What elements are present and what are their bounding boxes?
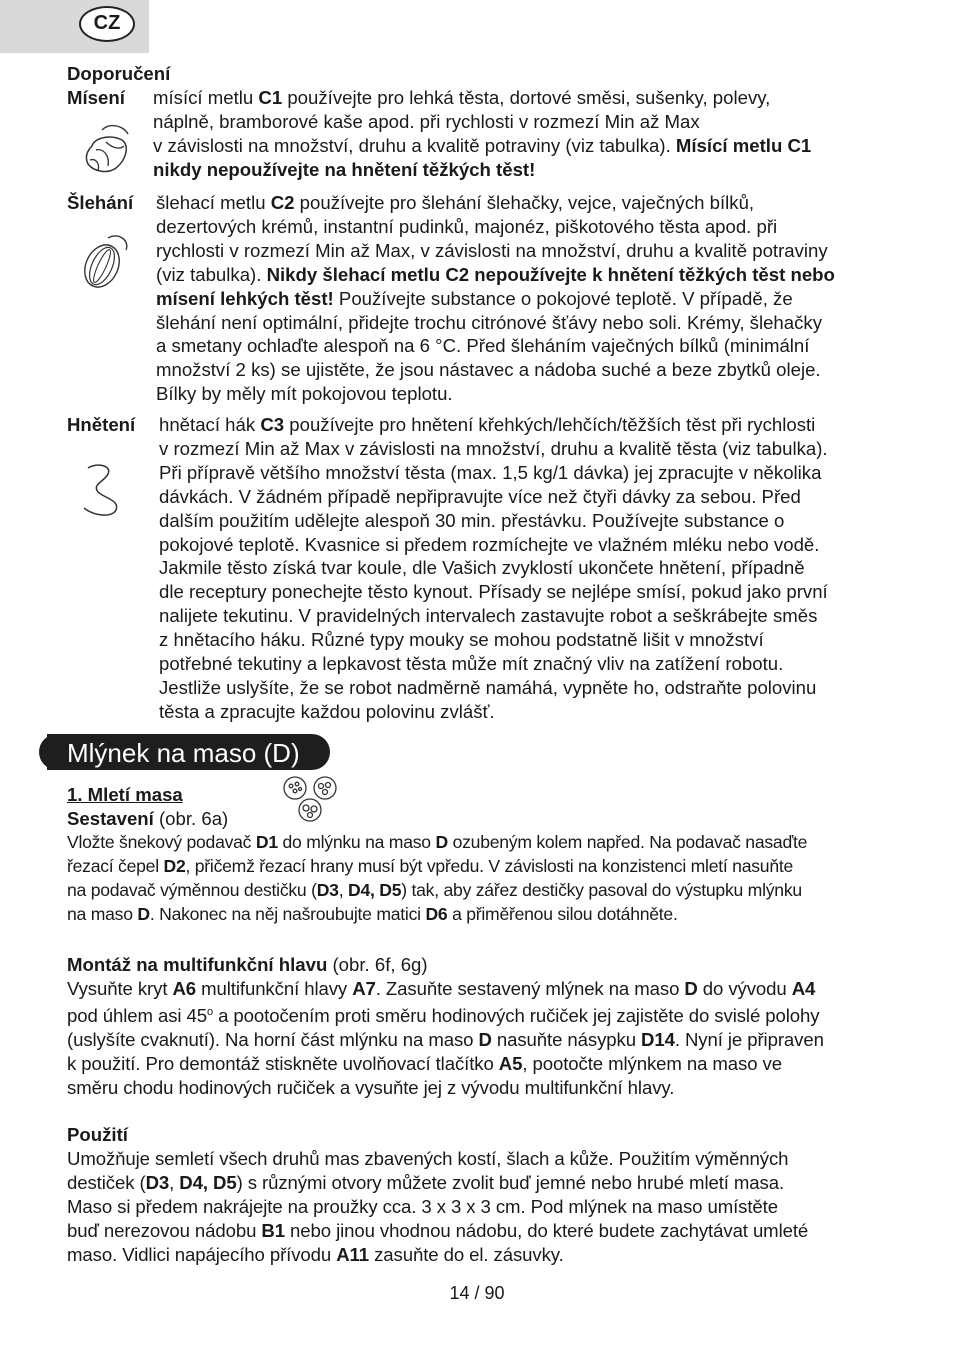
text-line: Vysuňte kryt A6 multifunkční hlavy A7. Zasuňte sestavený mlýnek na maso D do vývodu A4 [67, 978, 816, 999]
text-line: směru chodu hodinových ručiček a vysuňte jej z vývodu multifunkční hlavy. [67, 1076, 675, 1098]
text-line: maso. Vidlici napájecího přívodu A11 zasuňte do el. zásuvky. [67, 1243, 564, 1265]
text-line: dezertových krémů, instantní pudinků, majonéz, piškotového těsta apod. při [156, 215, 778, 237]
text-line: Umožňuje semletí všech druhů mas zbavených kostí, šlach a kůže. Použitím výměnných [67, 1148, 789, 1169]
text-line: množství 2 ks) se ujistěte, že jsou nástavec a nádoba suché a beze zbytků oleje. [156, 359, 821, 381]
bold-run: D6 [425, 903, 448, 924]
text-line: Maso si předem nakrájejte na proužky cca. 3 x 3 x 3 cm. Pod mlýnek na maso umístěte [67, 1195, 778, 1217]
bold-run: A7 [352, 978, 376, 999]
text-line: dalším použitím udělejte alespoň 30 min. přestávku. Používejte substance o [159, 509, 785, 531]
grinder-plates-icon [280, 774, 344, 830]
bold-run: D1 [255, 832, 278, 852]
text-line: v rozmezí Min až Max v závislosti na množství, druhu a kvalitě těsta (viz tabulka). [159, 437, 828, 459]
bold-run: nikdy nepoužívejte na hnětení těžkých těst! [153, 158, 536, 180]
text-line: Vložte šnekový podavač D1 do mlýnku na maso D ozubeným kolem napřed. Na podavač nasaďte [67, 832, 808, 852]
bold-run: Mísící metlu C1 [675, 134, 812, 156]
text-line: Při přípravě většího množství těsta (max. 1,5 kg/1 dávka) jej zpracujte v několika [159, 461, 822, 483]
mounting-ref: (obr. 6f, 6g) [327, 954, 428, 975]
whipping-text [156, 191, 916, 406]
mixing-beater-icon [80, 120, 134, 184]
text-line: buď nerezovou nádobu B1 nebo jinou vhodnou nádobu, do které budete zachytávat umleté [67, 1219, 809, 1241]
bold-run: A4 [791, 978, 816, 999]
text-line: pokojové teplotě. Kvasnice si předem rozmíchejte ve vlažném mléku nebo vodě. [159, 533, 820, 555]
assembly-heading: Sestavení [67, 808, 154, 829]
text-line: mísení lehkých těst! Používejte substance o pokojové teplotě. V případě, že [156, 287, 793, 309]
text-line: dávkách. V žádném případě nepřipravujte více než čtyři dávky za sebou. Před [159, 485, 801, 507]
bold-run: D [137, 903, 150, 924]
text-line: na podavač výměnnou destičku (D3, D4, D5) tak, aby zářez destičky pasoval do výstupku mlýnku [67, 879, 802, 900]
bold-run: D4, D5 [348, 879, 402, 900]
bold-run: D [435, 832, 448, 852]
kneading-text [159, 413, 919, 724]
bold-run: A11 [336, 1243, 370, 1265]
text-line: (uslyšíte cvaknutí). Na horní část mlýnku na maso D nasuňte násypku D14. Nyní je připraven [67, 1029, 824, 1050]
text-line [153, 158, 913, 182]
text-line: a smetany ochlaďte alespoň na 6 °C. Před šleháním vaječných bílků (minimální [156, 335, 810, 357]
text-line: dle receptury ponechejte těsto kynout. Přísady se nejlépe smísí, pokud jako první [159, 581, 828, 603]
page-number: 14 / 90 [449, 1283, 505, 1303]
bold-run: D [478, 1029, 492, 1050]
bold-run: D3 [145, 1171, 170, 1193]
text-line: destiček (D3, D4, D5) s různými otvory můžete zvolit buď jemné nebo hrubé mletí masa. [67, 1171, 785, 1193]
mixing-text [153, 86, 913, 182]
usage-heading: Použití [67, 1124, 128, 1145]
mounting-heading-line [67, 953, 428, 977]
text-line: řezací čepel D2, přičemž řezací hrany musí být vpředu. V závislosti na konzistenci mletí nasuňte [67, 855, 794, 876]
text-line: (viz tabulka). Nikdy šlehací metlu C2 nepoužívejte k hnětení těžkých těst nebo [156, 263, 835, 285]
text-line: k použití. Pro demontáž stiskněte uvolňovací tlačítko A5, pootočte mlýnkem na maso ve [67, 1052, 782, 1074]
language-badge: CZ [79, 6, 135, 42]
bold-run: D [684, 978, 698, 999]
bold-run: A5 [498, 1052, 523, 1074]
section-title: Mlýnek na maso (D) [67, 738, 300, 768]
bold-run: D2 [163, 855, 186, 876]
superscript: o [207, 1005, 214, 1018]
bold-run: D4, D5 [179, 1171, 237, 1193]
assembly-heading-line [67, 807, 228, 831]
text-line: Jestliže uslyšíte, že se robot nadměrně namáhá, vypněte ho, odstraňte polovinu [159, 676, 817, 698]
bold-run: B1 [261, 1219, 285, 1241]
text-line: z hnětacího háku. Různé typy mouky se mohou podstatně lišit v množství [159, 629, 764, 651]
text-line: mísící metlu C1 používejte pro lehká těsta, dortové směsi, sušenky, polevy, [153, 87, 771, 108]
mounting-heading: Montáž na multifunkční hlavu [67, 954, 328, 975]
text-line: pod úhlem asi 45$^o$ a pootočením proti směru hodinových ručiček jej zajistěte do svislé polohy [67, 1005, 820, 1027]
recommendations-heading: Doporučení [67, 63, 171, 84]
text-line: šlehací metlu C2 používejte pro šlehání šlehačky, vejce, vaječných bílků, [156, 192, 755, 213]
text-line: Jakmile těsto získá tvar koule, dle Vašich zvyklostí ukončete hnětení, případně [159, 557, 805, 579]
text-line: potřebné tekutiny a lepkavost těsta může mít značný vliv na zatížení robotu. [159, 653, 784, 675]
bold-run: D14 [641, 1029, 675, 1050]
bold-run: C1 [258, 87, 283, 108]
mounting-text [67, 977, 927, 1100]
text-line: náplně, bramborové kaše apod. při rychlosti v rozmezí Min až Max [153, 110, 700, 132]
text-line: v závislosti na množství, druhu a kvalitě potraviny (viz tabulka). Mísící metlu C1 [153, 134, 812, 156]
text-line: Bílky by měly mít pokojovou teplotu. [156, 383, 453, 405]
text-line: rychlosti v rozmezí Min až Max, v závislosti na množství, druhu a kvalitě potraviny [156, 239, 828, 261]
grinding-heading: 1. Mletí masa [67, 784, 183, 805]
bold-run: mísení lehkých těst! [156, 287, 334, 309]
bold-run: C2 [270, 192, 295, 213]
term-whipping: Šlehání [67, 192, 134, 213]
assembly-text [67, 831, 927, 927]
assembly-ref: (obr. 6a) [153, 808, 229, 829]
term-kneading: Hnětení [67, 414, 136, 435]
text-line: těsta a zpracujte každou polovinu zvlášť. [159, 700, 495, 722]
bold-run: C3 [260, 414, 285, 435]
dough-hook-icon [78, 460, 128, 526]
text-line: na maso D. Nakonec na něj našroubujte matici D6 a přiměřenou silou dotáhněte. [67, 903, 678, 924]
usage-text [67, 1147, 927, 1267]
bold-run: Nikdy šlehací metlu C2 nepoužívejte k hnětení těžkých těst nebo [266, 263, 835, 285]
text-line: nalijete tekutinu. V pravidelných intervalech zastavujte robot a seškrábejte směs [159, 605, 818, 627]
whisk-icon [78, 232, 134, 300]
text-line: šlehání není optimální, přidejte trochu citrónové šťávy nebo soli. Krémy, šlehačky [156, 311, 823, 333]
bold-run: A6 [172, 978, 197, 999]
term-mixing: Mísení [67, 87, 125, 108]
bold-run: D3 [316, 879, 339, 900]
text-line: hnětací hák C3 používejte pro hnětení křehkých/lehčích/těžších těst při rychlosti [159, 414, 816, 435]
